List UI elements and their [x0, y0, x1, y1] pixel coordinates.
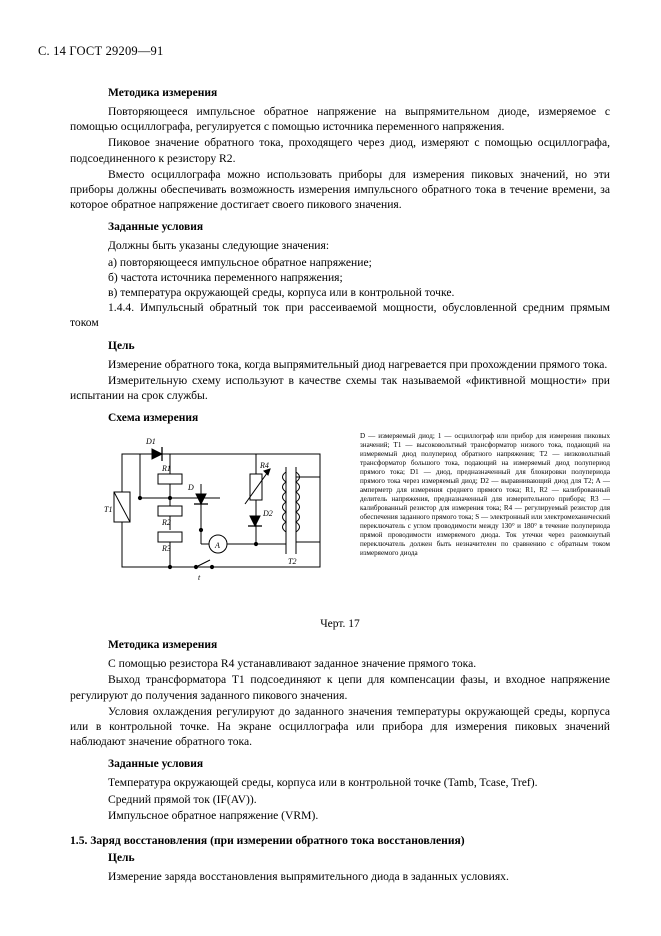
- section-heading-zadannye-usloviya-1: Заданные условия: [108, 221, 204, 234]
- paragraph: Условия охлаждения регулируют до заданного значения температуры окружающей среды, корпуса или в контрольной точке. На экране осциллографа или прибора для измерения пиковых значений наблюдают значение обратного тока.: [70, 704, 610, 749]
- section-heading-metodika-1: Методика измерения: [108, 87, 218, 99]
- svg-text:R3: R3: [162, 544, 171, 554]
- section-heading-shema-izmereniya: Схема измерения: [108, 412, 199, 425]
- paragraph: Измерение заряда восстановления выпрямительного диода в заданных условиях.: [108, 870, 509, 884]
- svg-text:R1: R1: [162, 464, 171, 474]
- figure-legend: D — измеряемый диод; 1 — осциллограф или прибор для измерения пиковых значений; T1 — высоковольтный трансформатор низкого тока, подающий на измеряемый диод полупериод обратного напряжения; T2 — низковольтный трансформатор большого тока, подающий на измеряемый диод полупериод прямого тока; D1 — диод, предназначенный для блокировки полупериода прямого тока через измеряемый диод; D2 — выравнивающий диод для T2; A — амперметр для измерения среднего прямого тока; R1, R2 — калиброванный делитель напряжения, предназначенный для измерительного прибора; R3 — калиброванный резистор для измерения тока; R4 — регулируемый резистор для обеспечения заданного прямого тока; S — электронный или электромеханический переключатель с углом проводимости между 130° и 180° в течение полупериода прямой проводимости измеряемого диода. Ток утечки через разомкнутый переключатель должен быть незначителен по сравнению с обратным током измеряемого диода: [360, 432, 610, 558]
- paragraph: Средний прямой ток (IF(AV)).: [108, 792, 257, 806]
- svg-text:R4: R4: [260, 461, 269, 471]
- svg-text:A: A: [215, 541, 220, 551]
- section-heading-zadannye-usloviya-2: Заданные условия: [108, 758, 204, 771]
- section-heading-cel-2: Цель: [108, 852, 135, 865]
- svg-text:T2: T2: [288, 557, 297, 567]
- paragraph: Вместо осциллографа можно использовать приборы для измерения пиковых значений, но эти приборы должны обеспечивать возможность измерения импульсного обратного тока в течение времени, за которое обратное напряжение достигает своего пикового значения.: [70, 167, 610, 212]
- clause-number: 1.5.: [70, 834, 88, 848]
- paragraph: Импульсное обратное напряжение (VRM).: [108, 808, 319, 822]
- list-item: в) температура окружающей среды, корпуса или в контрольной точке.: [108, 286, 455, 300]
- paragraph: Температура окружающей среды, корпуса или в контрольной точке (Tamb, Tcase, Tref).: [108, 776, 538, 790]
- paragraph: Выход трансформатора T1 подсоединяют к цепи для компенсации фазы, и входное напряжение регулируют до получения заданного пикового значения.: [70, 673, 610, 702]
- svg-text:t: t: [198, 573, 201, 583]
- page-header: С. 14 ГОСТ 29209—91: [38, 44, 164, 58]
- clause-title: Заряд восстановления (при измерении обратного тока восстановления): [90, 834, 465, 848]
- svg-text:D1: D1: [146, 437, 156, 447]
- section-heading-cel-1: Цель: [108, 339, 135, 352]
- figure-block: [70, 432, 610, 610]
- list-item: а) повторяющееся импульсное обратное напряжение;: [108, 255, 372, 269]
- clause-1-4-4: 1.4.4. Импульсный обратный ток при рассеиваемой мощности, обусловленной средним прямым током: [70, 301, 610, 330]
- paragraph: Пиковое значение обратного тока, проходящего через диод, измеряют с помощью осциллографа, подсоединенного к резистору R2.: [70, 136, 610, 165]
- svg-text:R2: R2: [162, 518, 171, 528]
- svg-text:T1: T1: [104, 505, 113, 515]
- list-item: б) частота источника переменного напряжения;: [108, 270, 343, 284]
- paragraph: С помощью резистора R4 устанавливают заданное значение прямого тока.: [108, 657, 477, 671]
- paragraph: Должны быть указаны следующие значения:: [108, 239, 330, 253]
- paragraph: Повторяющееся импульсное обратное напряжение на выпрямительном диоде, измеряемое с помощью осциллографа, регулируется с помощью источника переменного напряжения.: [70, 105, 610, 134]
- page-content: [70, 78, 610, 886]
- paragraph: Измерение обратного тока, когда выпрямительный диод нагревается при прохождении прямого тока.: [108, 357, 608, 371]
- svg-text:D2: D2: [263, 509, 273, 519]
- clause-1-5-heading: [70, 833, 610, 848]
- svg-text:D: D: [188, 483, 194, 493]
- paragraph: Измерительную схему используют в качестве схемы так называемой «фиктивной мощности» при испытании на срок службы.: [70, 373, 610, 403]
- circuit-diagram: [100, 432, 345, 602]
- section-heading-metodika-2: Методика измерения: [108, 639, 218, 652]
- figure-caption: Черт. 17: [320, 618, 360, 631]
